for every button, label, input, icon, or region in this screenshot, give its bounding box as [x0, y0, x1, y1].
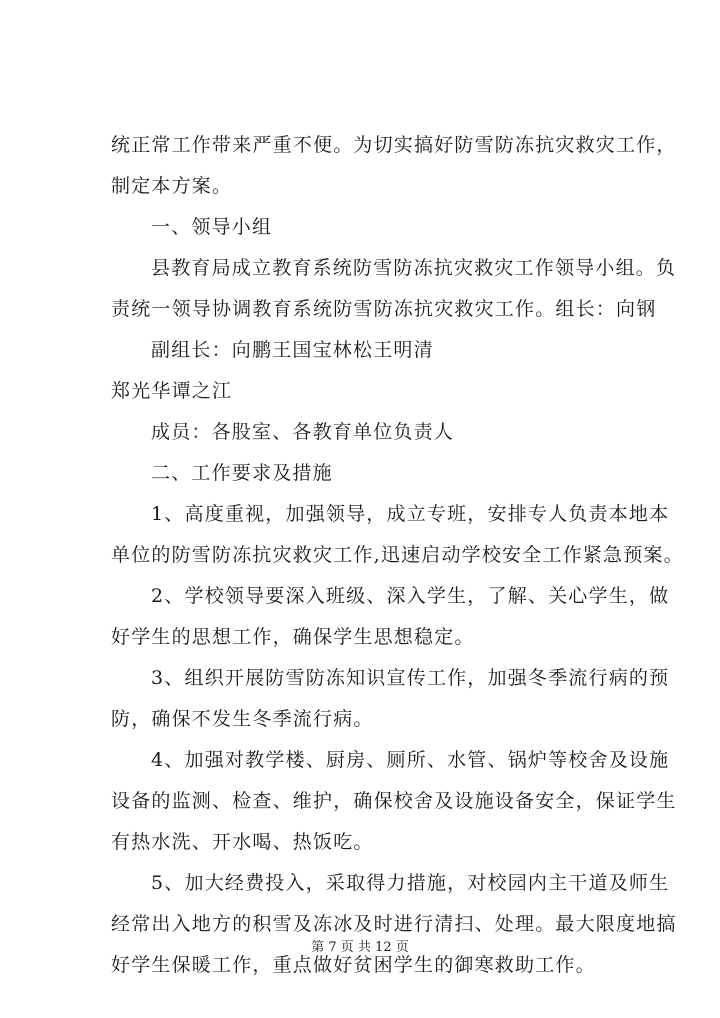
body-line-8: 成员：各股室、各教育单位负责人: [151, 421, 455, 443]
body-line-1: 统正常工作带来严重不便。为切实搞好防雪防冻抗灾救灾工作，: [111, 134, 677, 156]
body-line-4: 县教育局成立教育系统防雪防冻抗灾救灾工作领导小组。负: [151, 257, 677, 279]
body-line-21: 好学生保暖工作，重点做好贫困学生的御寒救助工作。: [111, 954, 596, 976]
body-line-15: 防，确保不发生冬季流行病。: [111, 708, 374, 730]
body-line-18: 有热水洗、开水喝、热饭吃。: [111, 831, 374, 853]
body-line-20: 经常出入地方的积雪及冻冰及时进行清扫、处理。最大限度地搞: [111, 913, 677, 935]
section-heading-leadership: 一、领导小组: [151, 216, 273, 238]
body-line-7: 郑光华谭之江: [111, 380, 233, 402]
section-heading-measures: 二、工作要求及措施: [151, 462, 333, 484]
body-line-5: 责统一领导协调教育系统防雪防冻抗灾救灾工作。组长：向钢: [111, 298, 657, 320]
body-line-13: 好学生的思想工作，确保学生思想稳定。: [111, 626, 475, 648]
body-line-11: 单位的防雪防冻抗灾救灾工作,迅速启动学校安全工作紧急预案。: [111, 544, 684, 566]
body-line-16: 4、加强对教学楼、厨房、厕所、水管、锅炉等校舍及设施: [151, 749, 670, 771]
body-line-6: 副组长：向鹏王国宝林松王明清: [151, 339, 434, 361]
body-line-17: 设备的监测、检查、维护，确保校舍及设施设备安全，保证学生: [111, 790, 677, 812]
page-number-footer: 第 7 页 共 12 页: [311, 940, 409, 955]
body-line-2: 制定本方案。: [111, 175, 233, 197]
body-line-14: 3、组织开展防雪防冻知识宣传工作，加强冬季流行病的预: [151, 667, 670, 689]
body-line-10: 1、高度重视，加强领导，成立专班，安排专人负责本地本: [151, 503, 670, 525]
body-line-12: 2、学校领导要深入班级、深入学生，了解、关心学生，做: [151, 585, 670, 607]
body-line-19: 5、加大经费投入，采取得力措施，对校园内主干道及师生: [151, 872, 670, 894]
